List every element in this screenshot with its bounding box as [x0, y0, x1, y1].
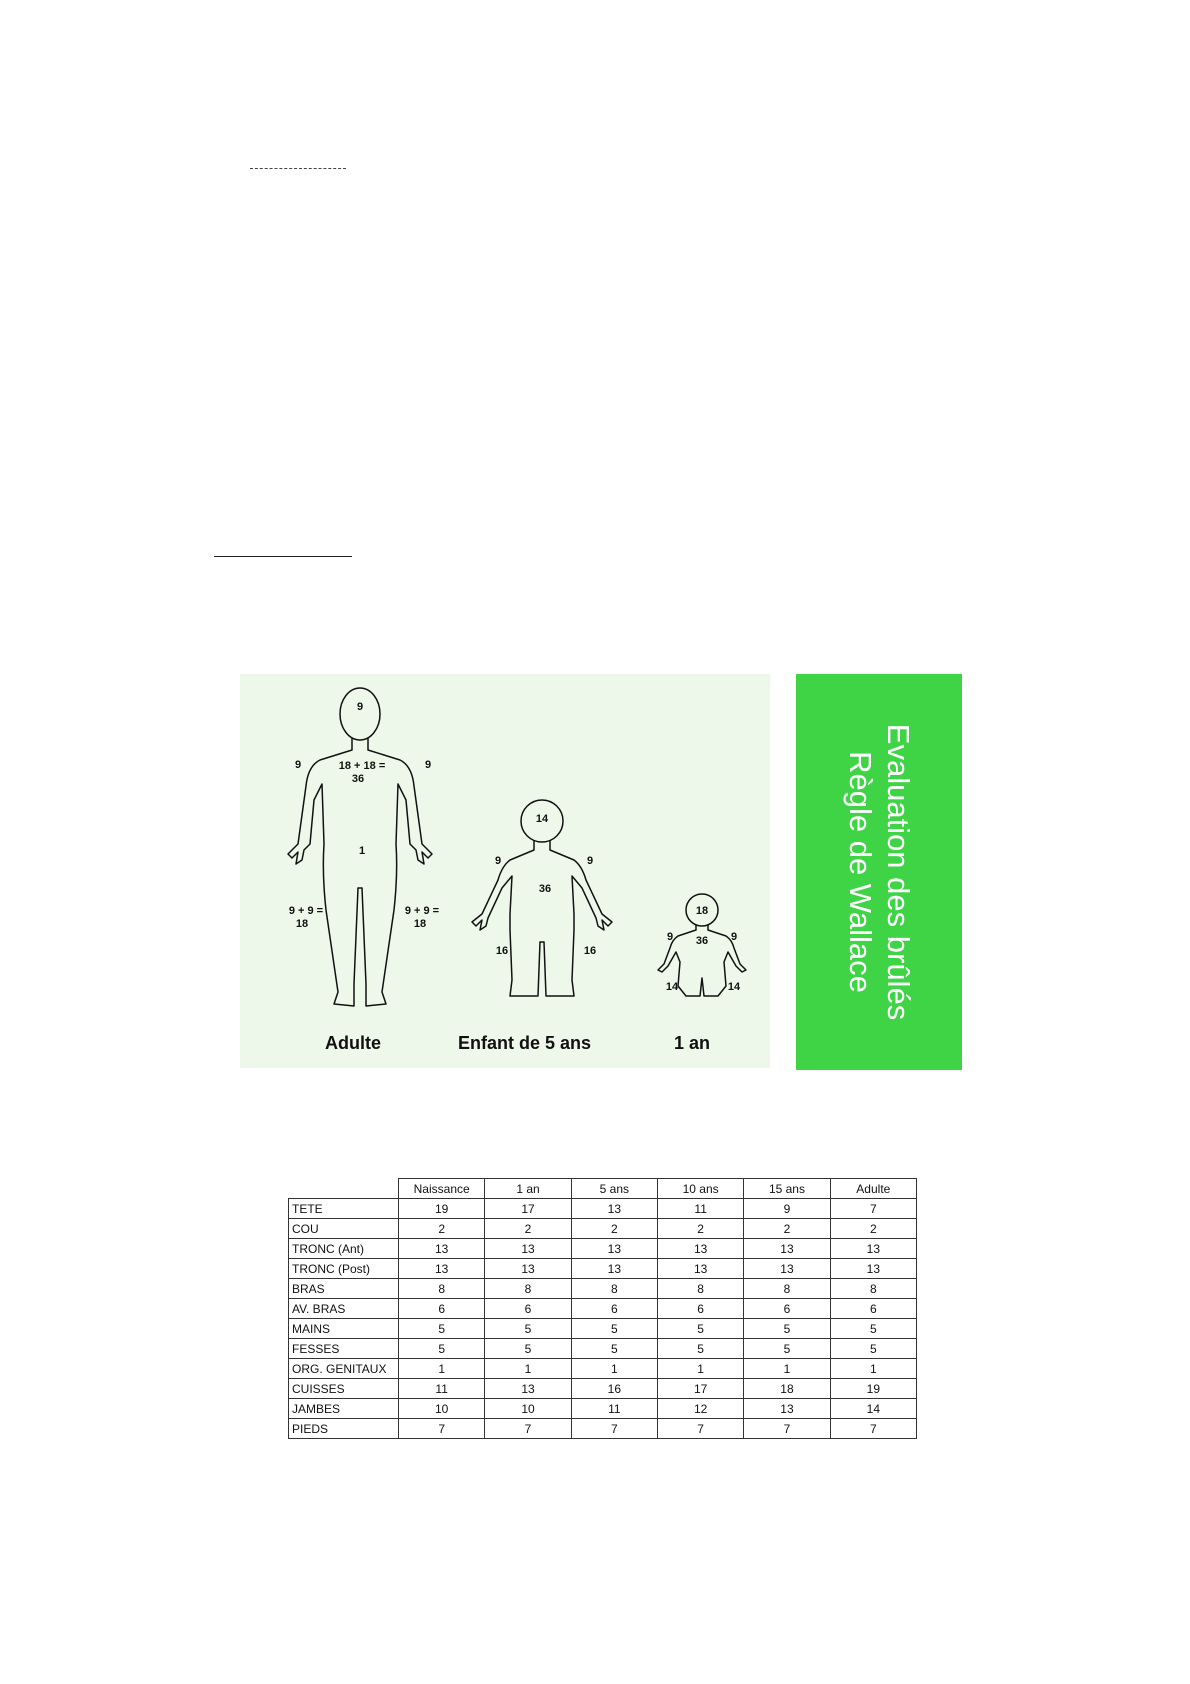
row-label: TRONC (Post): [289, 1259, 399, 1279]
table-cell: 2: [657, 1219, 743, 1239]
child-arm-right-value: 9: [586, 855, 594, 867]
infant-trunk-value: 36: [695, 935, 709, 947]
table-cell: 11: [399, 1379, 485, 1399]
table-cell: 6: [657, 1299, 743, 1319]
child-head-value: 14: [535, 813, 549, 825]
child-trunk-value: 36: [538, 883, 552, 895]
table-cell: 8: [485, 1279, 571, 1299]
row-label: FESSES: [289, 1339, 399, 1359]
table-cell: 2: [830, 1219, 916, 1239]
table-cell: 13: [485, 1379, 571, 1399]
column-header: 1 an: [485, 1179, 571, 1199]
row-label: PIEDS: [289, 1419, 399, 1439]
table-cell: 5: [571, 1339, 657, 1359]
table-cell: 13: [485, 1259, 571, 1279]
table-cell: 18: [744, 1379, 830, 1399]
table-cell: 13: [571, 1259, 657, 1279]
infant-leg-right-value: 14: [727, 981, 741, 993]
adult-trunk-value: 18 + 18 =: [338, 760, 386, 772]
table-cell: 7: [830, 1419, 916, 1439]
panel-subtitle: Règle de Wallace: [843, 751, 878, 993]
table-cell: 11: [657, 1199, 743, 1219]
row-label: AV. BRAS: [289, 1299, 399, 1319]
table-cell: 6: [830, 1299, 916, 1319]
table-row: [289, 1299, 917, 1319]
table-cell: 5: [571, 1319, 657, 1339]
table-cell: 5: [485, 1319, 571, 1339]
table-cell: 13: [744, 1259, 830, 1279]
row-label: TETE: [289, 1199, 399, 1219]
table-cell: 6: [399, 1299, 485, 1319]
table-cell: 13: [744, 1399, 830, 1419]
table-cell: 1: [399, 1359, 485, 1379]
table-cell: 17: [657, 1379, 743, 1399]
table-cell: 6: [571, 1299, 657, 1319]
table-cell: 5: [744, 1339, 830, 1359]
column-header: 15 ans: [744, 1179, 830, 1199]
table-cell: 8: [744, 1279, 830, 1299]
row-label: TRONC (Ant): [289, 1239, 399, 1259]
table-cell: 1: [485, 1359, 571, 1379]
child-leg-left-value: 16: [495, 945, 509, 957]
caption-child: Enfant de 5 ans: [458, 1033, 592, 1053]
body-surface-table: [288, 1178, 917, 1439]
adult-leg-left-value: 9 + 9 =: [288, 905, 324, 917]
table-cell: 2: [744, 1219, 830, 1239]
table-cell: 13: [399, 1259, 485, 1279]
table-cell: 13: [485, 1239, 571, 1259]
body-outlines: [240, 674, 770, 1068]
table-cell: 1: [830, 1359, 916, 1379]
child-outline: [472, 800, 612, 996]
table-cell: 7: [399, 1419, 485, 1439]
wallace-body-figure: [240, 674, 770, 1068]
table-cell: 13: [830, 1259, 916, 1279]
adult-leg-left-total: 18: [295, 918, 309, 930]
section-underline: [214, 556, 352, 557]
adult-genital-value: 1: [358, 845, 366, 857]
column-header: 10 ans: [657, 1179, 743, 1199]
table-cell: 13: [657, 1239, 743, 1259]
table-row: [289, 1399, 917, 1419]
column-header: Naissance: [399, 1179, 485, 1199]
row-label: COU: [289, 1219, 399, 1239]
table-corner: [289, 1179, 399, 1199]
row-label: ORG. GENITAUX: [289, 1359, 399, 1379]
title-panel: [796, 674, 962, 1070]
table-cell: 2: [399, 1219, 485, 1239]
table-cell: 13: [399, 1239, 485, 1259]
infant-leg-left-value: 14: [665, 981, 679, 993]
row-label: BRAS: [289, 1279, 399, 1299]
table-cell: 2: [485, 1219, 571, 1239]
table-cell: 7: [571, 1419, 657, 1439]
table-cell: 7: [485, 1419, 571, 1439]
adult-head-value: 9: [356, 701, 364, 713]
table-cell: 7: [830, 1199, 916, 1219]
row-label: JAMBES: [289, 1399, 399, 1419]
table-cell: 13: [830, 1239, 916, 1259]
table-cell: 8: [399, 1279, 485, 1299]
table-cell: 7: [657, 1419, 743, 1439]
table-cell: 5: [399, 1319, 485, 1339]
adult-leg-right-value: 9 + 9 =: [404, 905, 440, 917]
table-cell: 9: [744, 1199, 830, 1219]
table-cell: 10: [485, 1399, 571, 1419]
adult-trunk-total: 36: [351, 773, 365, 785]
caption-adult: Adulte: [325, 1033, 381, 1053]
adult-arm-right-value: 9: [424, 759, 432, 771]
table-row: [289, 1419, 917, 1439]
table-row: [289, 1239, 917, 1259]
table-cell: 19: [399, 1199, 485, 1219]
adult-arm-left-value: 9: [294, 759, 302, 771]
table-row: [289, 1219, 917, 1239]
table-header-row: [289, 1179, 917, 1199]
table-cell: 19: [830, 1379, 916, 1399]
table-cell: 2: [571, 1219, 657, 1239]
table-cell: 8: [657, 1279, 743, 1299]
table-cell: 5: [399, 1339, 485, 1359]
table-row: [289, 1319, 917, 1339]
table-cell: 5: [657, 1339, 743, 1359]
table-cell: 13: [657, 1259, 743, 1279]
table-cell: 8: [571, 1279, 657, 1299]
caption-infant: 1 an: [674, 1033, 711, 1053]
table-cell: 1: [571, 1359, 657, 1379]
table-cell: 5: [830, 1319, 916, 1339]
table-row: [289, 1359, 917, 1379]
table-cell: 8: [830, 1279, 916, 1299]
table-cell: 6: [485, 1299, 571, 1319]
table-cell: 13: [571, 1239, 657, 1259]
table-cell: 5: [830, 1339, 916, 1359]
table-row: [289, 1379, 917, 1399]
table-row: [289, 1259, 917, 1279]
row-label: MAINS: [289, 1319, 399, 1339]
panel-title: Evaluation des brûlés: [881, 723, 916, 1021]
table-row: [289, 1339, 917, 1359]
child-leg-right-value: 16: [583, 945, 597, 957]
table-cell: 5: [744, 1319, 830, 1339]
table-row: [289, 1199, 917, 1219]
dotted-rule: [250, 168, 346, 169]
table-cell: 1: [744, 1359, 830, 1379]
table-row: [289, 1279, 917, 1299]
table-cell: 6: [744, 1299, 830, 1319]
table-cell: 16: [571, 1379, 657, 1399]
table-cell: 17: [485, 1199, 571, 1219]
table-cell: 13: [571, 1199, 657, 1219]
row-label: CUISSES: [289, 1379, 399, 1399]
table-cell: 14: [830, 1399, 916, 1419]
table-cell: 5: [657, 1319, 743, 1339]
body-surface-table-container: [288, 1178, 917, 1450]
table-cell: 5: [485, 1339, 571, 1359]
table-cell: 11: [571, 1399, 657, 1419]
table-cell: 10: [399, 1399, 485, 1419]
table-cell: 7: [744, 1419, 830, 1439]
table-cell: 12: [657, 1399, 743, 1419]
column-header: Adulte: [830, 1179, 916, 1199]
adult-leg-right-total: 18: [413, 918, 427, 930]
table-cell: 1: [657, 1359, 743, 1379]
child-arm-left-value: 9: [494, 855, 502, 867]
table-cell: 13: [744, 1239, 830, 1259]
infant-head-value: 18: [695, 905, 709, 917]
title-panel-text: [841, 674, 917, 1070]
column-header: 5 ans: [571, 1179, 657, 1199]
infant-arm-right-value: 9: [730, 931, 738, 943]
infant-arm-left-value: 9: [666, 931, 674, 943]
